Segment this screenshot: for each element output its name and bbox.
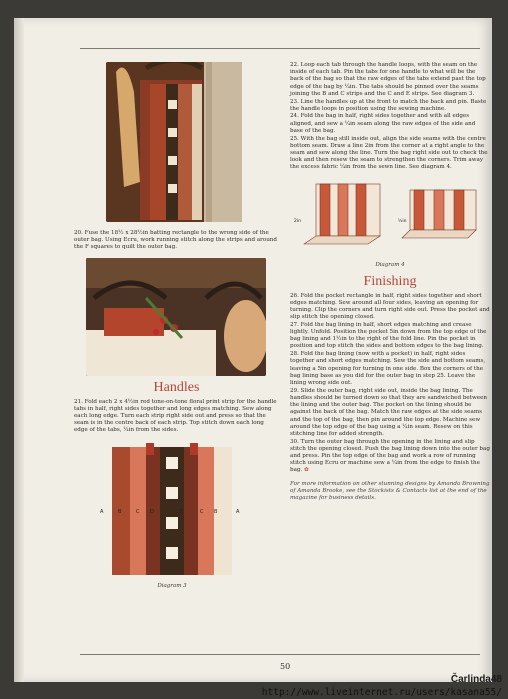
end-flower-icon: ✿ — [304, 467, 309, 474]
diagram-3-letter-3: C — [136, 508, 140, 515]
step-27: 27. Fold the bag lining in half, short edges matching and crease lightly. Unfold. Position the pocket 5in down from the top edge of the bag lining and 1½in to the right of the fold line. Pin the pocket in position and top stitch the sides and bottom edges to the bag lining. — [290, 321, 487, 350]
step-26: 26. Fold the pocket rectangle in half, right sides together and short edges matching. Sew around all four sides, leaving an opening for turning. Clip the corners and turn right side out. Press the pocket and slip stitch the opening closed. — [290, 292, 490, 321]
diagram-3-letter-7: B — [214, 508, 218, 515]
step-22: 22. Loop each tab through the handle loops, with the seam on the inside of each tab. Pin the tabs for one handle to what will be the back of the bag so that the raw edges of the tabs extend past the top edge of the bag by ¼in. The tabs should be pinned over the seams joining the B and C strips and the C and E strips. See diagram 3. — [290, 62, 486, 97]
diagram-3-letter-4: D — [150, 508, 154, 515]
step-24: 24. Fold the bag in half, right sides together and with all edges aligned, and sew a ¼in seam along the raw edges of the side and base of the bag. — [290, 113, 476, 134]
bottom-rule — [80, 654, 480, 655]
magazine-page — [14, 18, 492, 682]
diagram-3-letter-5: E — [180, 508, 184, 515]
step-21: 21. Fold each 2 x 4½in red tone-on-tone floral print strip for the handle tabs in half, right sides together and long edges matching. Sew along each long edge. Turn each strip right side out and press so that the seam is in the centre back of each strip. Top stitch down each long edge of the tabs, ¼in from the sides. — [74, 398, 277, 434]
bag-photo-2-image — [86, 258, 266, 376]
diagram-4-image — [290, 178, 490, 256]
bag-photo-2 — [86, 258, 266, 376]
step-28: 28. Fold the bag lining (now with a pocket) in half, right sides together and short edges matching. Sew the side and bottom seams, leaving a 5in opening for turning in one side. Box the corners of the bag lining base as you did for the outer bag in step 25. Leave the lining wrong side out. — [290, 351, 486, 386]
bag-photo-1 — [106, 62, 242, 222]
diagram-3 — [92, 443, 252, 589]
page-number: 50 — [280, 662, 291, 671]
diagram-3-letter-1: A — [100, 508, 104, 515]
step-30-text: 30. Turn the outer bag through the opening in the lining and slip stitch the opening closed. Push the bag lining down into the outer bag and press. Pin the top edge of the bag and work a row of running stitch using Ecru or machine sew a ¼in from the edge to finish the bag. — [290, 438, 490, 474]
left-column — [74, 62, 279, 589]
diagram-3-letter-6: C — [200, 508, 204, 515]
top-rule — [80, 48, 480, 49]
step-29: 29. Slide the outer bag, right side out, inside the bag lining. The handles should be turned down so that they are sandwiched between the lining and the outer bag. The pocket on the lining should be against the back of the bag. Match the raw edges at the side seams and the top of the bag, then pin around the top edge. Machine sew around the top edge of the bag using a ¼in seam. Resew on this stitching line for added strength. — [290, 387, 487, 437]
bag-photo-1-image — [106, 62, 242, 222]
diagram-3-caption: Diagram 3 — [157, 582, 187, 589]
step-25: 25. With the bag still inside out, align the side seams with the centre bottom seam. Draw a line 2in from the corner at a right angle to the seam and sew along the line. Turn the bag right side out to check the look and then resew the seam to strengthen the corners. Trim away the excess fabric ¼in from the sewn line. See diagram 4. — [290, 135, 488, 171]
diagram-4 — [290, 178, 490, 268]
page-gutter — [14, 18, 24, 682]
handles-heading: Handles — [153, 379, 200, 395]
diagram-4-label-2in: 2in — [294, 218, 301, 224]
diagram-3-letter-2: B — [118, 508, 122, 515]
right-column — [290, 62, 490, 502]
step-30 — [290, 439, 490, 475]
watermark-name: Čarlinda48 — [450, 674, 502, 685]
designer-blurb: For more information on other stunning designs by Amanda Browning of Amanda Brooke, see the Stockists & Contacts list at the end of the magazine for business details. — [290, 480, 490, 502]
step-23: 23. Line the handles up at the front to match the back and pin. Baste the handle loops in position using the sewing machine. — [290, 98, 487, 112]
diagram-3-letter-8: A — [236, 508, 240, 515]
diagram-4-label-half-in: ½in — [398, 218, 407, 224]
diagram-3-image — [92, 443, 252, 577]
step-20: 20. Fuse the 18½ x 28½in batting rectangle to the wrong side of the outer bag. Using Ecru, work running stitch along the strips and around the F squares to quilt the outer bag. — [74, 230, 277, 251]
watermark-url[interactable]: http://www.liveinternet.ru/users/kasana55/ — [261, 687, 502, 698]
finishing-heading: Finishing — [363, 273, 417, 289]
diagram-4-caption: Diagram 4 — [375, 261, 405, 268]
